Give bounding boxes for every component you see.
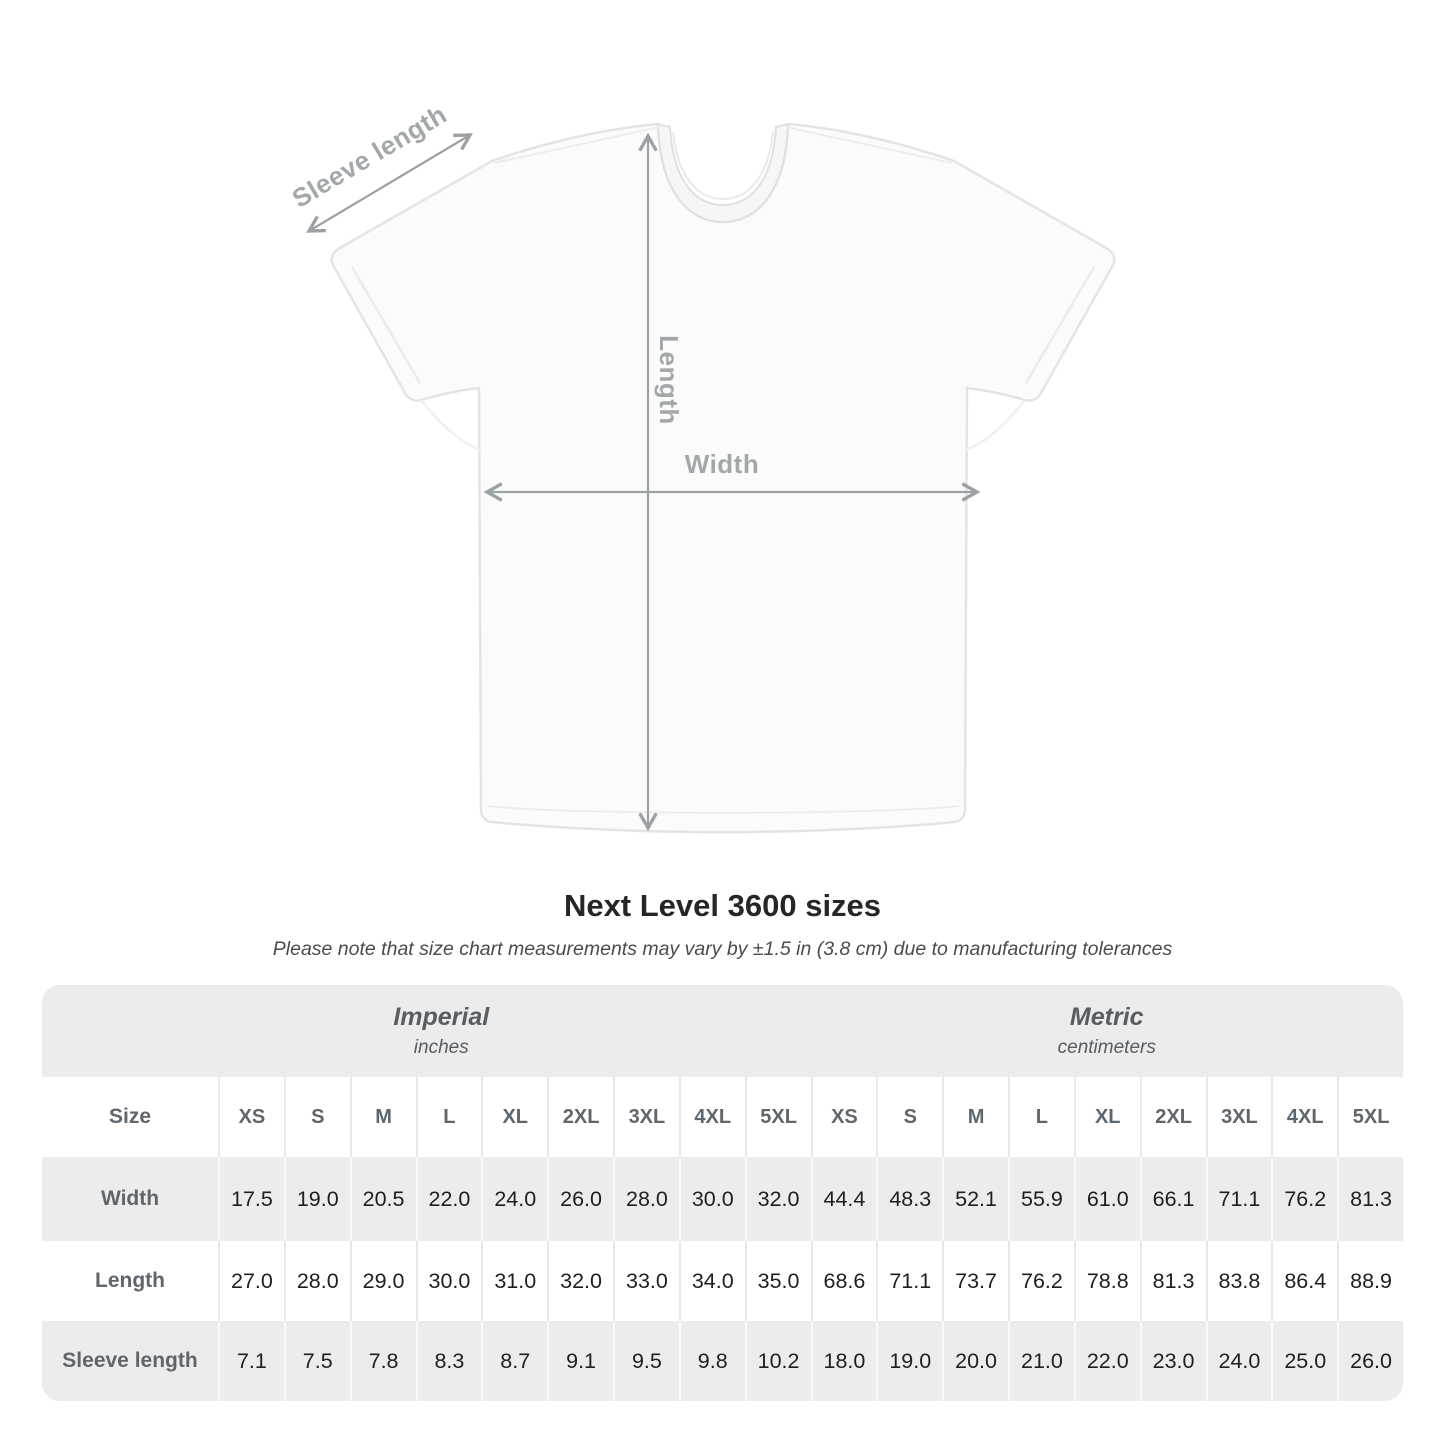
size-table	[42, 985, 1403, 1401]
value-imperial-4xl: 30.0	[679, 1157, 745, 1241]
value-imperial-xs: 17.5	[218, 1157, 284, 1241]
value-imperial-m: 7.8	[350, 1321, 416, 1401]
value-imperial-xs: 7.1	[218, 1321, 284, 1401]
width-row-label: Width	[100, 1187, 160, 1210]
value-metric-2xl: 66.1	[1140, 1157, 1206, 1241]
value-metric-3xl: 24.0	[1206, 1321, 1272, 1401]
metric-unit: centimeters	[1057, 1037, 1156, 1058]
value-metric-xl: 22.0	[1074, 1321, 1140, 1401]
metric-group-header	[811, 985, 1404, 1077]
value-imperial-5xl: 35.0	[745, 1241, 811, 1321]
value-imperial-3xl: 9.5	[613, 1321, 679, 1401]
value-imperial-2xl: 26.0	[547, 1157, 613, 1241]
value-metric-xs: 44.4	[811, 1157, 877, 1241]
sleeve-length-label: Sleeve length	[286, 98, 452, 214]
value-imperial-xl: 8.7	[481, 1321, 547, 1401]
value-metric-l: 21.0	[1008, 1321, 1074, 1401]
column-header-imperial-3xl: 3XL	[613, 1077, 679, 1157]
value-imperial-m: 20.5	[350, 1157, 416, 1241]
sleeve-length-row-label: Sleeve length	[62, 1349, 198, 1372]
length-row-label: Length	[95, 1269, 165, 1292]
value-metric-xs: 68.6	[811, 1241, 877, 1321]
column-header-metric-s: S	[876, 1077, 942, 1157]
value-imperial-4xl: 34.0	[679, 1241, 745, 1321]
unit-group-row	[42, 985, 1403, 1077]
left-armpit-fold	[421, 400, 481, 450]
value-metric-5xl: 26.0	[1337, 1321, 1403, 1401]
column-header-metric-3xl: 3XL	[1206, 1077, 1272, 1157]
tolerance-note: Please note that size chart measurements may vary by ±1.5 in (3.8 cm) due to manufacturing tolerances	[272, 938, 1173, 960]
value-metric-xl: 78.8	[1074, 1241, 1140, 1321]
column-header-imperial-xl: XL	[481, 1077, 547, 1157]
value-imperial-l: 22.0	[416, 1157, 482, 1241]
width-label: Width	[684, 449, 760, 479]
imperial-unit: inches	[413, 1037, 469, 1058]
value-imperial-s: 7.5	[284, 1321, 350, 1401]
value-metric-4xl: 76.2	[1271, 1157, 1337, 1241]
column-header-imperial-l: L	[416, 1077, 482, 1157]
column-header-metric-5xl: 5XL	[1337, 1077, 1403, 1157]
column-header-metric-4xl: 4XL	[1271, 1077, 1337, 1157]
column-header-imperial-s: S	[284, 1077, 350, 1157]
value-imperial-xs: 27.0	[218, 1241, 284, 1321]
column-header-imperial-m: M	[350, 1077, 416, 1157]
column-header-imperial-5xl: 5XL	[745, 1077, 811, 1157]
value-metric-4xl: 25.0	[1271, 1321, 1337, 1401]
value-imperial-4xl: 9.8	[679, 1321, 745, 1401]
value-imperial-l: 30.0	[416, 1241, 482, 1321]
sleeve-length-row	[42, 1321, 1403, 1401]
value-imperial-5xl: 32.0	[745, 1157, 811, 1241]
value-metric-xs: 18.0	[811, 1321, 877, 1401]
value-metric-5xl: 81.3	[1337, 1157, 1403, 1241]
value-metric-s: 19.0	[876, 1321, 942, 1401]
value-metric-3xl: 71.1	[1206, 1157, 1272, 1241]
metric-label: Metric	[1069, 1003, 1144, 1031]
value-metric-m: 20.0	[942, 1321, 1008, 1401]
value-imperial-2xl: 32.0	[547, 1241, 613, 1321]
length-label: Length	[654, 335, 685, 425]
value-metric-5xl: 88.9	[1337, 1241, 1403, 1321]
size-header-row	[42, 1077, 1403, 1157]
value-metric-3xl: 83.8	[1206, 1241, 1272, 1321]
value-metric-xl: 61.0	[1074, 1157, 1140, 1241]
size-corner-header: Size	[108, 1105, 152, 1128]
imperial-group-header	[42, 985, 811, 1077]
value-imperial-2xl: 9.1	[547, 1321, 613, 1401]
value-imperial-s: 19.0	[284, 1157, 350, 1241]
value-imperial-5xl: 10.2	[745, 1321, 811, 1401]
value-metric-2xl: 81.3	[1140, 1241, 1206, 1321]
column-header-metric-m: M	[942, 1077, 1008, 1157]
length-row	[42, 1241, 1403, 1321]
right-armpit-fold	[965, 400, 1025, 450]
column-header-metric-xl: XL	[1074, 1077, 1140, 1157]
value-metric-s: 48.3	[876, 1157, 942, 1241]
value-imperial-m: 29.0	[350, 1241, 416, 1321]
value-metric-m: 52.1	[942, 1157, 1008, 1241]
value-metric-2xl: 23.0	[1140, 1321, 1206, 1401]
imperial-label: Imperial	[393, 1003, 490, 1031]
page-title: Next Level 3600 sizes	[563, 888, 882, 923]
value-metric-l: 76.2	[1008, 1241, 1074, 1321]
value-metric-m: 73.7	[942, 1241, 1008, 1321]
column-header-imperial-2xl: 2XL	[547, 1077, 613, 1157]
value-imperial-xl: 31.0	[481, 1241, 547, 1321]
column-header-imperial-4xl: 4XL	[679, 1077, 745, 1157]
value-metric-l: 55.9	[1008, 1157, 1074, 1241]
column-header-imperial-xs: XS	[218, 1077, 284, 1157]
value-imperial-l: 8.3	[416, 1321, 482, 1401]
width-row	[42, 1157, 1403, 1241]
column-header-metric-xs: XS	[811, 1077, 877, 1157]
value-imperial-3xl: 28.0	[613, 1157, 679, 1241]
column-header-metric-2xl: 2XL	[1140, 1077, 1206, 1157]
value-metric-s: 71.1	[876, 1241, 942, 1321]
value-imperial-s: 28.0	[284, 1241, 350, 1321]
value-metric-4xl: 86.4	[1271, 1241, 1337, 1321]
value-imperial-xl: 24.0	[481, 1157, 547, 1241]
value-imperial-3xl: 33.0	[613, 1241, 679, 1321]
column-header-metric-l: L	[1008, 1077, 1074, 1157]
